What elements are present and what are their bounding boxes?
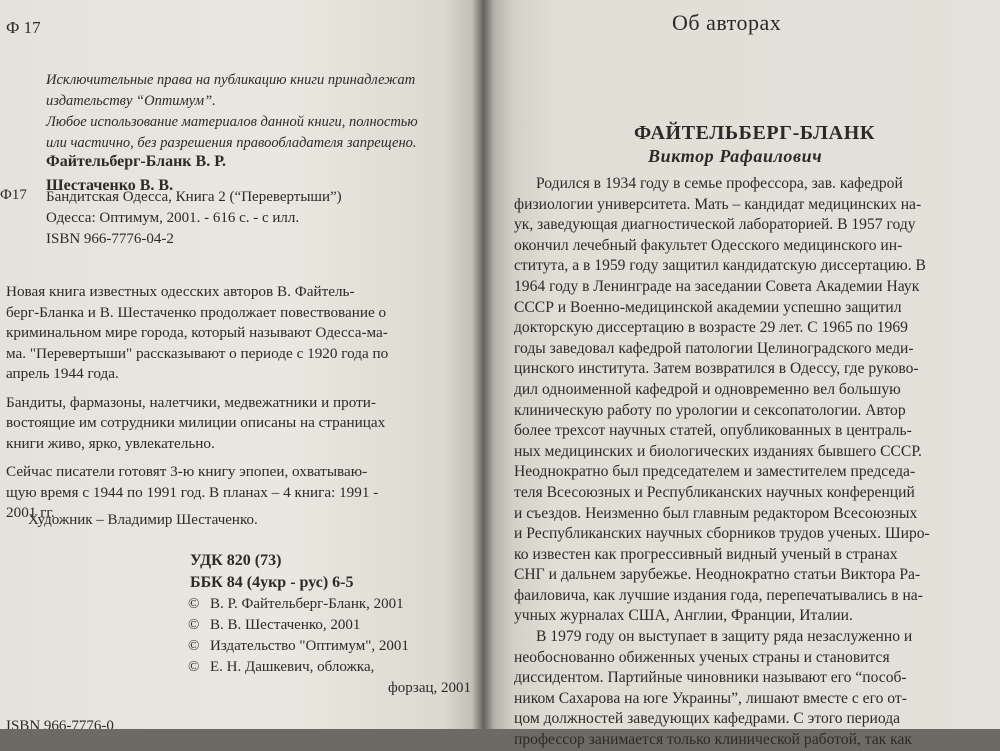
classification-codes: [190, 550, 353, 594]
annotation-line: книги живо, ярко, увлекательно.: [6, 434, 215, 452]
bio-line: ститута, а в 1959 году защитил кандидатскую диссертацию. В: [514, 257, 926, 275]
bio-line: теля Всесоюзных и Республиканских научных конференций: [514, 483, 915, 501]
rights-line: или частично, без разрешения правообладателя запрещено.: [46, 135, 417, 151]
bio-line: 1964 году в Ленинграде на заседании Совета Академии Наук: [514, 277, 920, 295]
bio-line: и Республиканских научных сборников трудов ученых. Широ-: [514, 525, 930, 543]
author-given-name: Виктор Рафаилович: [648, 146, 823, 166]
copyright-row: [188, 636, 471, 657]
copyright-holder: В. В. Шестаченко, 2001: [210, 617, 361, 633]
copyright-symbol: ©: [188, 659, 200, 675]
bio-line: годы заведовал кафедрой патологии Целиноградского меди-: [514, 339, 914, 357]
bio-line: диссидентом. Партийные чиновники называют его “пособ-: [514, 669, 907, 687]
annotation-line: Новая книга известных одесских авторов В. Файтель-: [6, 283, 355, 300]
author-entry: Файтельберг-Бланк В. Р.: [46, 153, 226, 170]
artist-credit: Художник – Владимир Шестаченко.: [28, 512, 258, 528]
rights-line: издательству “Оптимум”.: [46, 93, 216, 109]
bio-line: дил одноименной кафедрой и одновременно вел большую: [514, 380, 901, 398]
annotation: [6, 282, 458, 524]
bio-line: профессор занимается только клинической работой, так как: [514, 731, 912, 749]
copyright-row: [188, 594, 471, 615]
copyright-continuation: форзац, 2001: [388, 680, 472, 696]
annotation-line: апрель 1944 года.: [6, 365, 119, 382]
bibliographic-record: [46, 187, 342, 250]
bbk-code: ББК 84 (4укр - рус) 6-5: [190, 574, 354, 591]
copyright-row: [188, 657, 471, 678]
section-title: Об авторах: [672, 10, 782, 35]
annotation-line: востоящие им сотрудники милиции описаны на страницах: [6, 414, 386, 431]
bio-line: СНГ и дальнем зарубежье. Неоднократно статьи Виктора Ра-: [514, 566, 921, 584]
rights-line: Исключительные права на публикацию книги принадлежат: [46, 72, 416, 88]
copyright-list: [188, 594, 471, 699]
author-surname: ФАЙТЕЛЬБЕРГ-БЛАНК: [634, 122, 875, 144]
annotation-line: 2001 гг.: [6, 504, 55, 521]
bio-line: необоснованно обиженных ученых страны и становится: [514, 648, 890, 666]
bib-code: Ф17: [0, 187, 27, 203]
copyright-holder: В. Р. Файтельберг-Бланк, 2001: [210, 596, 404, 612]
bio-line: учных журналах США, Англии, Франции, Италии.: [514, 607, 853, 625]
annotation-line: криминальном мире города, который называют Одесса-ма-: [6, 324, 388, 341]
copyright-holder: Е. Н. Дашкевич, обложка,: [210, 659, 375, 675]
copyright-symbol: ©: [188, 596, 200, 612]
copyright-row: [188, 615, 471, 636]
bio-line: В 1979 году он выступает в защиту ряда незаслуженно и: [536, 628, 913, 646]
rights-line: Любое использование материалов данной книги, полностью: [46, 114, 418, 130]
copyright-holder: Издательство "Оптимум", 2001: [210, 638, 409, 654]
author-entry: Шестаченко В. В.: [46, 177, 174, 194]
author-biography: [514, 174, 984, 751]
bio-line: ных медицинских и биологических изданиях бывшего СССР.: [514, 442, 922, 460]
bio-line: фаиловича, как лучшие издания года, перепечатывались в на-: [514, 586, 923, 604]
bio-line: ук, заведующая диагностической лабораторией. В 1957 году: [514, 216, 916, 234]
rights-notice: [46, 70, 466, 154]
book-gutter: [472, 0, 494, 729]
bio-line: цом должностей заведующих кафедрами. С этого периода: [514, 710, 901, 728]
bio-line: клиническую работу по урологии и сексопатологии. Автор: [514, 401, 906, 419]
annotation-line: ма. "Перевертыши" рассказывают о периоде с 1920 года по: [6, 344, 389, 362]
bio-line: докторскую диссертацию в возрасте 29 лет. С 1965 по 1969: [514, 319, 908, 337]
bio-line: окончил лечебный факультет Одесского медицинского ин-: [514, 236, 903, 254]
bio-line: Родился в 1934 году в семье профессора, зав. кафедрой: [536, 175, 903, 192]
bio-line: ником Сахарова на юге Украины”, лишают вместе с его от-: [514, 689, 907, 707]
bio-line: Неоднократно был председателем и заместителем председа-: [514, 463, 916, 481]
annotation-paragraph: [6, 282, 458, 385]
bib-line: Одесса: Оптимум, 2001. - 616 с. - с илл.: [46, 210, 300, 226]
annotation-line: Бандиты, фармазоны, налетчики, медвежатники и проти-: [6, 393, 376, 411]
bio-line: цинского института. Затем возвратился в Одессу, где руково-: [514, 360, 919, 378]
annotation-line: щую время с 1944 по 1991 год. В планах – 4 книга: 1991 -: [6, 483, 379, 501]
bio-line: СССР и Военно-медицинской академии успешно защитил: [514, 298, 902, 316]
bib-line: Бандитская Одесса, Книга 2 (“Перевертыши”): [46, 189, 342, 205]
udk-code: УДК 820 (73): [190, 552, 282, 569]
annotation-paragraph: [6, 393, 458, 455]
bib-line: ISBN 966-7776-04-2: [46, 231, 174, 247]
bio-paragraph: [514, 174, 984, 627]
bio-paragraph: [514, 627, 984, 751]
left-page: [0, 0, 482, 729]
page-marker: Ф 17: [6, 18, 41, 37]
bio-line: более трехсот научных статей, опубликованных в централь-: [514, 422, 912, 440]
bio-line: и съездов. Неизменно был главным редактором Всесоюзных: [514, 504, 918, 522]
annotation-line: Сейчас писатели готовят 3-ю книгу эпопеи, охватываю-: [6, 463, 368, 480]
bio-line: ко известен как прогрессивный видный ученый в странах: [514, 545, 898, 563]
bio-line: физиологии университета. Мать – кандидат медицинских на-: [514, 195, 922, 213]
copyright-symbol: ©: [188, 617, 200, 633]
annotation-line: берг-Бланка и В. Шестаченко продолжает повествование о: [6, 303, 387, 321]
cut-off-isbn: ISBN 966-7776-0: [6, 718, 114, 729]
copyright-symbol: ©: [188, 638, 200, 654]
